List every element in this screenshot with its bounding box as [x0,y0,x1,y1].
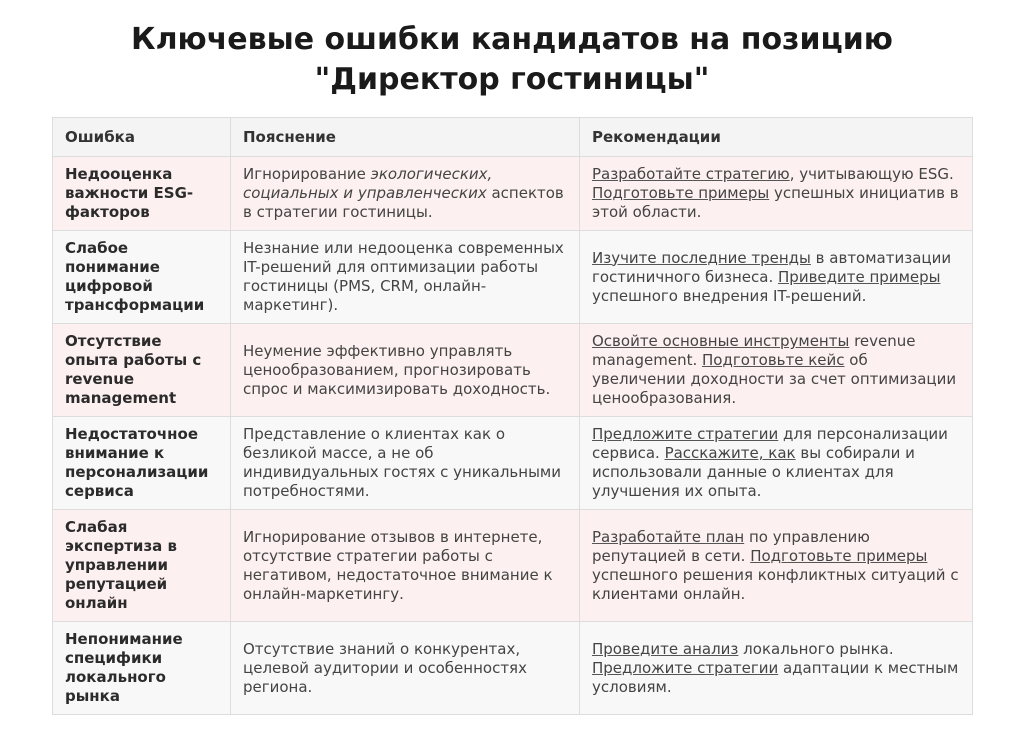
table-row [53,510,973,622]
recommendation-link: Подготовьте кейс [702,351,845,369]
table-row [53,324,973,417]
error-cell: Слабая экспертиза в управлении репутацией онлайн [53,510,231,622]
table-row [53,622,973,715]
table-row [53,417,973,510]
explanation-cell: Отсутствие знаний о конкурентах, целевой аудитории и особенностях региона. [231,622,580,715]
error-cell: Непонимание специфики локального рынка [53,622,231,715]
table-row [53,231,973,324]
recommendation-link: Проведите анализ [592,639,739,658]
error-cell: Отсутствие опыта работы с revenue management [53,324,231,417]
recommendation-link: Предложите стратегии [592,658,779,677]
explanation-cell: Неумение эффективно управлять ценообразованием, прогнозировать спрос и максимизировать доходность. [231,324,580,417]
error-cell: Слабое понимание цифровой трансформации [53,231,231,324]
recommendation-link: Изучите последние тренды [592,248,811,267]
recommendation-link: Предложите стратегии [592,425,779,443]
table-row [53,157,973,231]
recommendation-text: в автоматизации гостиничного бизнеса. [592,248,952,286]
recommendation-text: по управлению репутацией в сети. [592,527,870,565]
explanation-text: Игнорирование [243,165,371,183]
explanation-cell: Игнорирование отзывов в интернете, отсутствие стратегии работы с негативом, недостаточное внимание к онлайн-маркетингу. [231,510,580,622]
mistakes-table [52,117,973,715]
page-title-line2: "Директор гостиницы" [314,62,710,97]
recommendation-link: Подготовьте примеры [592,184,770,202]
recommendation-link: Освойте основные инструменты [592,332,850,350]
recommendation-cell [580,231,973,324]
recommendation-text: revenue management. [592,332,916,369]
recommendation-text: для персонализации сервиса. [592,425,948,462]
recommendation-text: вы собирали и использовали данные о клиентах для улучшения их опыта. [592,444,915,500]
recommendation-cell [580,324,973,417]
recommendation-link: Подготовьте примеры [750,546,928,565]
recommendation-text: успешных инициатив в этой области. [592,184,959,221]
recommendation-link: Приведите примеры [778,267,941,286]
recommendation-text: успешного решения конфликтных ситуаций с клиентами онлайн. [592,565,959,603]
recommendation-text: локального рынка. [738,639,894,658]
page-title-line1: Ключевые ошибки кандидатов на позицию [131,22,893,57]
recommendation-text: , учитывающую ESG. [789,165,954,183]
explanation-cell: Представление о клиентах как о безликой массе, а не об индивидуальных гостях с уникальными потребностями. [231,417,580,510]
explanation-text: аспектов в стратегии гостиницы. [243,184,564,221]
recommendation-cell [580,417,973,510]
table-header-row [53,118,973,157]
page-title [0,20,1024,100]
recommendation-link: Разработайте план [592,527,745,546]
recommendation-text: успешного внедрения IT-решений. [592,286,867,305]
column-header-explanation: Пояснение [231,118,580,157]
recommendation-cell [580,157,973,231]
column-header-recommendations: Рекомендации [580,118,973,157]
recommendation-link: Расскажите, как [664,444,796,462]
recommendation-text: об увеличении доходности за счет оптимизации ценообразования. [592,351,957,407]
recommendation-cell [580,622,973,715]
recommendation-link: Разработайте стратегию [592,165,790,183]
explanation-cell [231,157,580,231]
explanation-emphasis: экологических, социальных и управленческих [243,165,493,202]
error-cell: Недостаточное внимание к персонализации сервиса [53,417,231,510]
error-cell: Недооценка важности ESG-факторов [53,157,231,231]
recommendation-text: адаптации к местным условиям. [592,658,959,696]
column-header-error: Ошибка [53,118,231,157]
explanation-cell: Незнание или недооценка современных IT-решений для оптимизации работы гостиницы (PMS, CRM, онлайн-маркетинг). [231,231,580,324]
recommendation-cell [580,510,973,622]
